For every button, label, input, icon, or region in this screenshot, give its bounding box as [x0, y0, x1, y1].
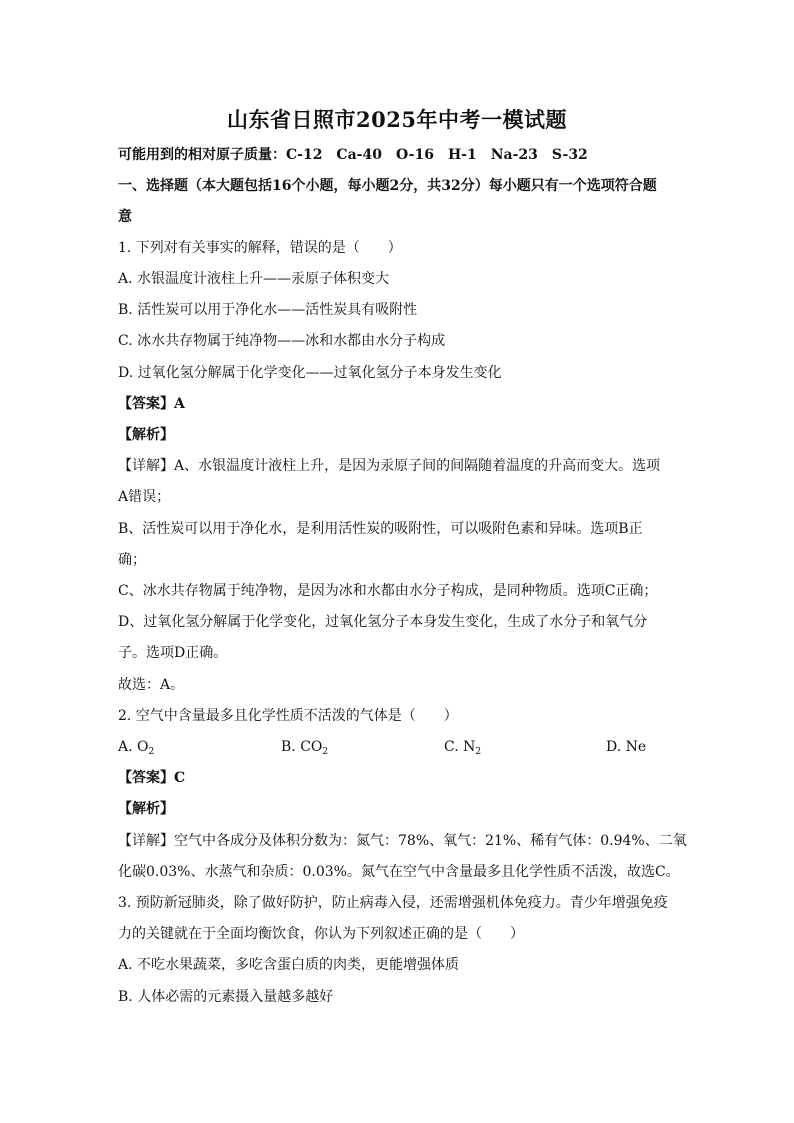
q2-stem: 2. 空气中含量最多且化学性质不活泼的气体是（ ） [118, 708, 458, 724]
q3-option-a: A. 不吃水果蔬菜，多吃含蛋白质的肉类，更能增强体质 [118, 957, 460, 973]
q2-analysis-label: 【解析】 [118, 801, 174, 817]
q3-stem-cont: 力的关键就在于全面均衡饮食，你认为下列叙述正确的是（ ） [118, 926, 524, 942]
q1-option-a: A. 水银温度计液柱上升——汞原子体积变大 [118, 271, 390, 287]
q1-detail-line: C、冰水共存物属于纯净物，是因为冰和水都由水分子构成，是同种物质。选项C正确； [118, 583, 658, 599]
q2-answer: 【答案】C [118, 770, 186, 786]
q1-conclusion: 故选：A。 [118, 677, 185, 693]
q3-option-b: B. 人体必需的元素摄入量越多越好 [118, 989, 334, 1005]
q1-detail-line: 【详解】A、水银温度计液柱上升，是因为汞原子间的间隔随着温度的升高而变大。选项 [118, 458, 661, 474]
q2-detail-line: 【详解】空气中各成分及体积分数为：氮气：78%、氧气：21%、稀有气体：0.94%、二氧 [118, 833, 687, 849]
q3-stem: 3. 预防新冠肺炎，除了做好防护，防止病毒入侵，还需增强机体免疫力。青少年增强免疫 [118, 895, 668, 911]
page-title: 山东省日照市2025年中考一模试题 [227, 107, 567, 132]
q1-analysis-label: 【解析】 [118, 427, 174, 443]
section-heading-cont: 意 [118, 209, 132, 225]
q2-option-a [118, 737, 154, 762]
q1-answer: 【答案】A [118, 396, 185, 412]
q2-option-b [281, 737, 328, 762]
q2-option-d: D. Ne [606, 739, 647, 755]
q1-detail-line: B、活性炭可以用于净化水，是利用活性炭的吸附性，可以吸附色素和异味。选项B正 [118, 521, 643, 537]
q2-detail-line: 化碳0.03%、水蒸气和杂质：0.03%。氮气在空气中含量最多且化学性质不活泼，故选C。 [118, 864, 680, 880]
q1-stem: 1. 下列对有关事实的解释，错误的是（ ） [118, 240, 402, 256]
q1-detail-line: 确； [118, 552, 146, 568]
atomic-masses-line: 可能用到的相对原子质量：C-12 Ca-40 O-16 H-1 Na-23 S-32 [118, 147, 588, 163]
q1-option-c: C. 冰水共存物属于纯净物——冰和水都由水分子构成 [118, 333, 446, 349]
q2-option-b-subscript: 2 [322, 747, 329, 757]
q1-detail-line: D、过氧化氢分解属于化学变化，过氧化氢分子本身发生变化，生成了水分子和氧气分 [118, 614, 648, 630]
q2-option-c-subscript: 2 [475, 747, 482, 757]
q1-detail-line: A错误； [118, 489, 171, 505]
q2-option-a-text: A. O [118, 739, 149, 755]
q1-option-b: B. 活性炭可以用于净化水——活性炭具有吸附性 [118, 302, 418, 318]
q2-option-c-text: C. N [444, 739, 476, 755]
q2-option-a-subscript: 2 [148, 747, 155, 757]
q2-option-c [444, 737, 481, 762]
section-heading: 一、选择题（本大题包括16个小题，每小题2分，共32分）每小题只有一个选项符合题 [118, 178, 657, 194]
q1-option-d: D. 过氧化氢分解属于化学变化——过氧化氢分子本身发生变化 [118, 365, 502, 381]
q1-detail-line: 子。选项D正确。 [118, 645, 228, 661]
q2-option-b-text: B. CO [281, 739, 323, 755]
